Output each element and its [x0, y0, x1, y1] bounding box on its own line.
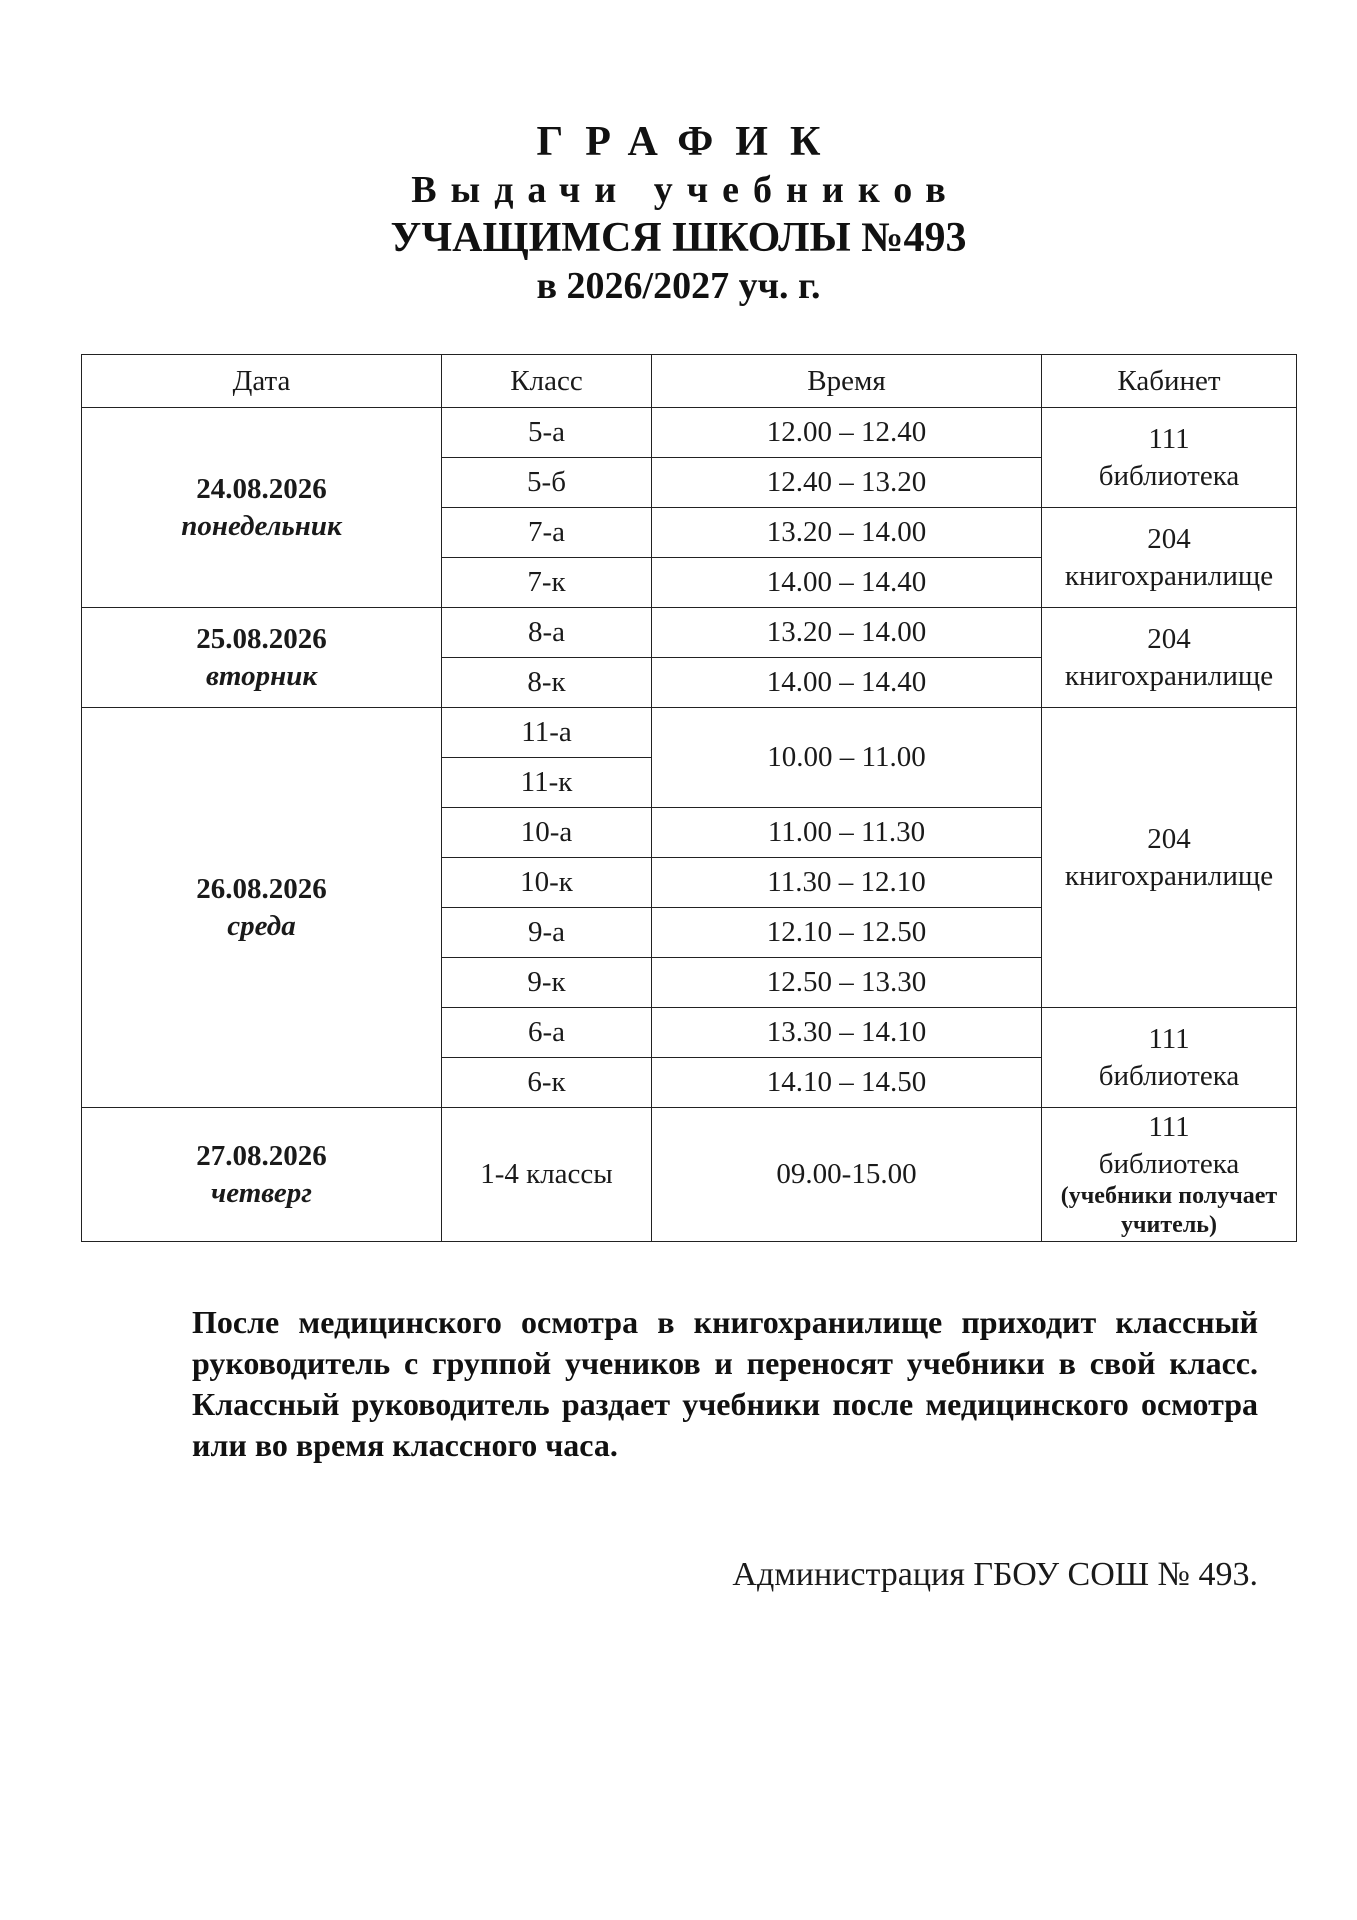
room-cell	[1042, 1108, 1297, 1242]
room-number: 204	[1147, 823, 1191, 856]
time-cell: 14.00 – 14.40	[652, 558, 1042, 608]
room-cell	[1042, 408, 1297, 508]
time-cell: 12.50 – 13.30	[652, 958, 1042, 1008]
document-year-line: в 2026/2027 уч. г.	[536, 265, 821, 307]
time-cell: 12.40 – 13.20	[652, 458, 1042, 508]
class-cell: 6-к	[442, 1058, 652, 1108]
room-name: библиотека	[1098, 1147, 1240, 1180]
time-cell: 12.00 – 12.40	[652, 408, 1042, 458]
class-cell: 10-к	[442, 858, 652, 908]
document-school-line: УЧАЩИМСЯ ШКОЛЫ №493	[390, 215, 967, 261]
class-cell: 6-а	[442, 1008, 652, 1058]
room-note: (учебники получает учитель)	[1060, 1182, 1278, 1238]
time-cell: 13.30 – 14.10	[652, 1008, 1042, 1058]
time-cell: 14.00 – 14.40	[652, 658, 1042, 708]
column-header-room: Кабинет	[1042, 355, 1297, 408]
date-value: 26.08.2026	[196, 873, 327, 906]
date-cell	[82, 408, 442, 608]
date-cell	[82, 1108, 442, 1242]
time-cell: 09.00-15.00	[652, 1108, 1042, 1242]
room-number: 204	[1147, 623, 1191, 656]
date-value: 24.08.2026	[196, 473, 327, 506]
class-cell: 9-а	[442, 908, 652, 958]
room-name: книгохранилище	[1064, 859, 1274, 892]
table-header-row	[82, 355, 1297, 408]
table-row	[82, 708, 1297, 758]
date-cell	[82, 608, 442, 708]
column-header-class: Класс	[442, 355, 652, 408]
weekday-value: четверг	[211, 1176, 312, 1209]
room-cell	[1042, 708, 1297, 1008]
room-number: 111	[1148, 1023, 1190, 1056]
class-cell: 8-а	[442, 608, 652, 658]
class-cell: 11-а	[442, 708, 652, 758]
class-cell: 9-к	[442, 958, 652, 1008]
room-number: 111	[1148, 423, 1190, 456]
weekday-value: среда	[227, 909, 296, 942]
date-value: 27.08.2026	[196, 1140, 327, 1173]
document-subtitle: Выдачи учебников	[411, 169, 960, 211]
time-cell: 13.20 – 14.00	[652, 508, 1042, 558]
signature-line: Администрация ГБОУ СОШ № 493.	[732, 1556, 1258, 1593]
room-cell	[1042, 508, 1297, 608]
class-cell: 5-б	[442, 458, 652, 508]
class-cell: 7-а	[442, 508, 652, 558]
time-cell: 10.00 – 11.00	[652, 708, 1042, 808]
schedule-table	[81, 354, 1297, 1242]
class-cell: 1-4 классы	[442, 1108, 652, 1242]
class-cell: 11-к	[442, 758, 652, 808]
class-cell: 8-к	[442, 658, 652, 708]
time-cell: 11.30 – 12.10	[652, 858, 1042, 908]
table-row	[82, 1108, 1297, 1242]
column-header-date: Дата	[82, 355, 442, 408]
date-cell	[82, 708, 442, 1108]
time-cell: 11.00 – 11.30	[652, 808, 1042, 858]
class-cell: 7-к	[442, 558, 652, 608]
room-cell	[1042, 1008, 1297, 1108]
date-value: 25.08.2026	[196, 623, 327, 656]
document-title: ГРАФИК	[536, 119, 843, 165]
instruction-paragraph: После медицинского осмотра в книгохранилище приходит классный руководитель с группой учеников и переносят учебники в свой класс. Классный руководитель раздает учебники после медицинского осмотра или во время классного часа.	[192, 1304, 1258, 1463]
time-cell: 13.20 – 14.00	[652, 608, 1042, 658]
class-cell: 5-а	[442, 408, 652, 458]
room-name: книгохранилище	[1064, 559, 1274, 592]
time-cell: 12.10 – 12.50	[652, 908, 1042, 958]
room-name: книгохранилище	[1064, 659, 1274, 692]
class-cell: 10-а	[442, 808, 652, 858]
column-header-time: Время	[652, 355, 1042, 408]
room-number: 204	[1147, 523, 1191, 556]
weekday-value: понедельник	[181, 509, 342, 542]
room-cell	[1042, 608, 1297, 708]
room-name: библиотека	[1098, 1059, 1240, 1092]
table-row	[82, 408, 1297, 458]
table-row	[82, 608, 1297, 658]
room-name: библиотека	[1098, 459, 1240, 492]
weekday-value: вторник	[205, 659, 318, 692]
time-cell: 14.10 – 14.50	[652, 1058, 1042, 1108]
room-number: 111	[1148, 1111, 1190, 1144]
